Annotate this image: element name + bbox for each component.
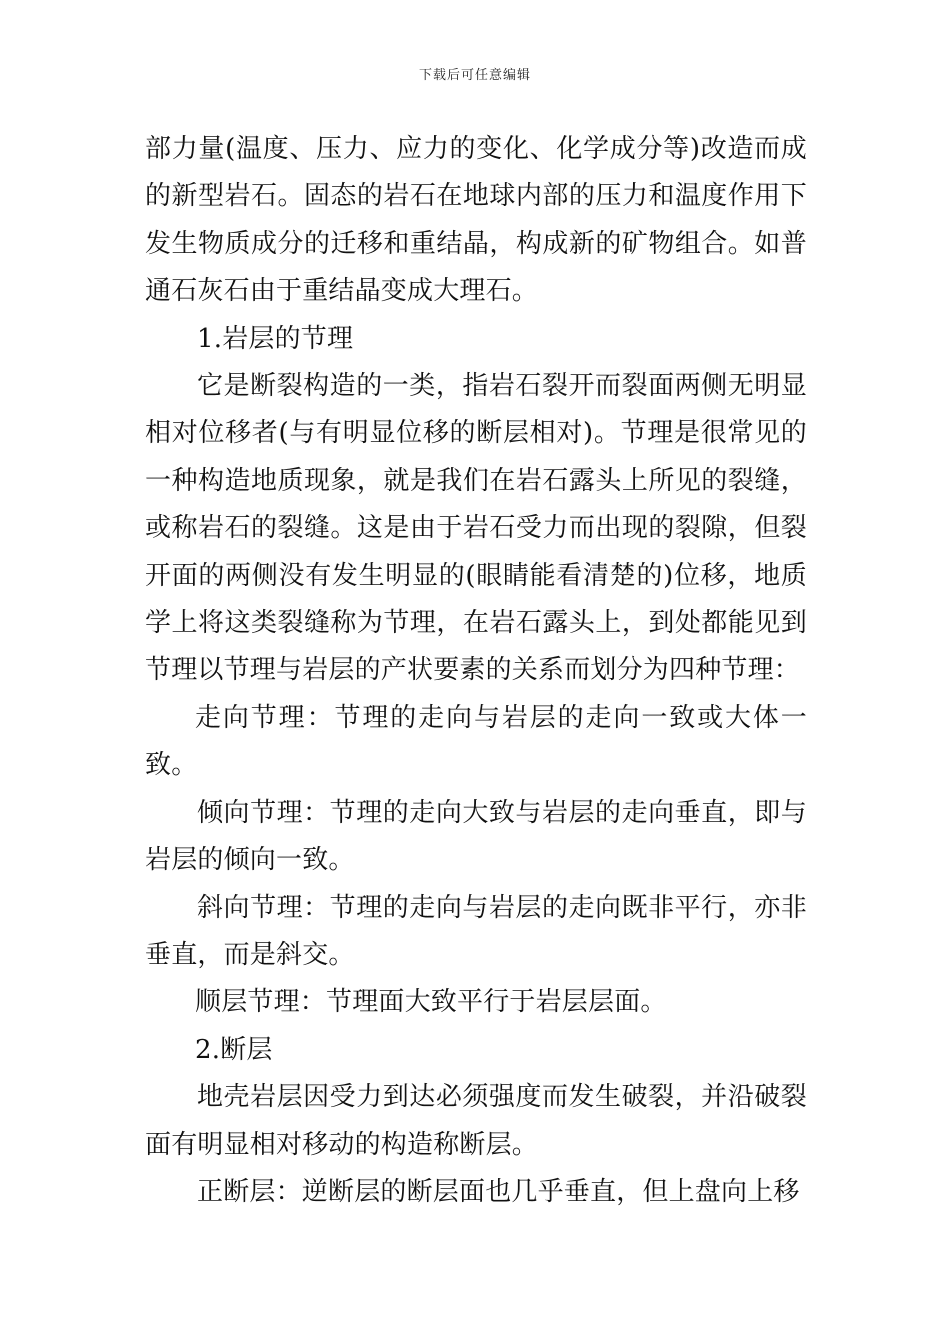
paragraph-bedding-joint: 顺层节理：节理面大致平行于岩层层面。 xyxy=(195,987,667,1018)
paragraph-strike-joint: 走向节理：节理的走向与岩层的走向一致或大体一致。 xyxy=(145,702,807,781)
section-heading-joints: 1.岩层的节理 xyxy=(197,323,354,354)
paragraph-fault-definition: 地壳岩层因受力到达必须强度而发生破裂，并沿破裂面有明显相对移动的构造称断层。 xyxy=(145,1082,807,1160)
paragraph-oblique-joint: 斜向节理：节理的走向与岩层的走向既非平行，亦非垂直，而是斜交。 xyxy=(145,892,807,970)
paragraph-joint-definition: 它是断裂构造的一类，指岩石裂开而裂面两侧无明显相对位移者(与有明显位移的断层相对)。节理是很常见的一种构造地质现象，就是我们在岩石露头上所见的裂缝，或称岩石的裂缝。这是由于岩石受力而出现的裂隙，但裂开面的两侧没有发生明显的(眼睛能看清楚的)位移，地质学上将这类裂缝称为节理，在岩石露头上，到处都能见到节理以节理与岩层的产状要素的关系而划分为四种节理： xyxy=(145,371,807,686)
paragraph-dip-joint: 倾向节理：节理的走向大致与岩层的走向垂直，即与岩层的倾向一致。 xyxy=(145,797,807,876)
document-body xyxy=(145,126,807,1216)
paragraph-normal-fault: 正断层：逆断层的断层面也几乎垂直，但上盘向上移 xyxy=(197,1176,800,1207)
page-header-note: 下载后可任意编辑 xyxy=(418,68,531,83)
paragraph-metamorphic-rock: 部力量(温度、压力、应力的变化、化学成分等)改造而成的新型岩石。固态的岩石在地球内部的压力和温度作用下发生物质成分的迁移和重结晶，构成新的矿物组合。如普通石灰石由于重结晶变成大理石。 xyxy=(145,134,807,307)
section-heading-faults: 2.断层 xyxy=(195,1034,273,1065)
